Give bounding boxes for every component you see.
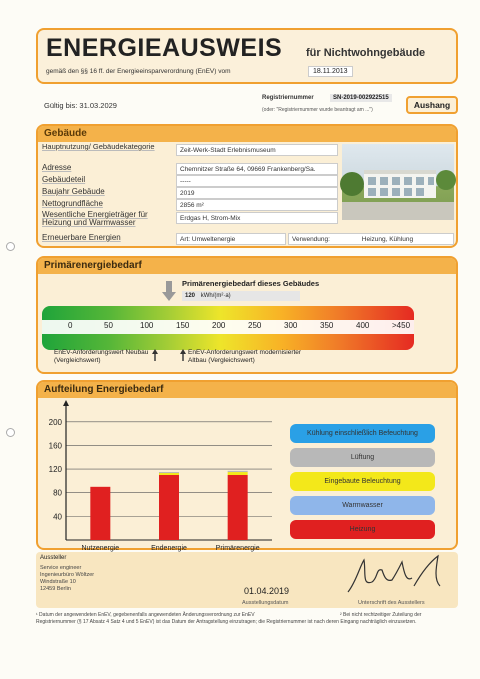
footnote-1: ¹ Datum der angewendeten EnEV, gegebenenfalls angewendeten Änderungsverordnung zur EnEV (36, 612, 255, 618)
y-tick-label: 200 (48, 417, 62, 427)
row-label-area: Nettogrundfläche (42, 199, 103, 208)
value-year: 2019 (176, 187, 338, 199)
building-section (36, 124, 458, 248)
bar-segment (228, 471, 248, 472)
value-address: Chemnitzer Straße 64, 09669 Frankenberg/Sa. (176, 163, 338, 175)
marker-label: Primärenergiebedarf dieses Gebäudes (182, 279, 320, 288)
marker-arrow-icon (162, 281, 176, 306)
issuer-line: Windstraße 10 (40, 579, 76, 585)
marker-value: 120 (185, 293, 196, 299)
regulation-text: gemäß den §§ 16 ff. der Energieeinsparverordnung (EnEV) vom (46, 68, 231, 75)
scale-tick-label: 400 (356, 321, 370, 330)
row-label-year: Baujahr Gebäude (42, 187, 105, 196)
row-label-renewables: Erneuerbare Energien (42, 233, 121, 242)
bar-segment (159, 472, 179, 473)
legend-item: Eingebaute Beleuchtung (290, 472, 435, 491)
legend-item: Heizung (290, 520, 435, 539)
usage-value: Heizung, Kühlung (361, 236, 414, 243)
distribution-section (36, 380, 458, 550)
punch-hole (6, 428, 15, 437)
punch-hole (6, 242, 15, 251)
ref-modern-label: EnEV-Anforderungswert modernisierter Altbau (Vergleichswert) (188, 349, 302, 364)
registration-note: (oder: "Registriernummer wurde beantragt am ...") (262, 107, 373, 113)
x-tick-label: Endenergie (151, 545, 187, 552)
bar-segment (90, 487, 110, 540)
building-photo (342, 144, 454, 220)
ref-modern-arrow-icon (180, 348, 186, 366)
scale-tick-label: 350 (320, 321, 334, 330)
ref-new-label: EnEV-Anforderungswert Neubau (Vergleichswert) (54, 349, 149, 364)
value-carriers: Erdgas H, Strom-Mix (176, 212, 338, 224)
x-tick-label: Primärenergie (215, 545, 260, 552)
marker-value-box (182, 291, 300, 301)
valid-until: Gültig bis: 31.03.2029 (44, 101, 117, 110)
usage-label: Verwendung: (292, 236, 330, 243)
value-renewables: Art: Umweltenergie (176, 233, 286, 245)
issuer-address (40, 565, 94, 593)
bar-segment (159, 475, 179, 540)
renewables-usage (288, 233, 454, 245)
footnote-2: Registriernummer (§ 17 Absatz 4 Satz 4 und 5 EnEV) ist das Datum der Antragstellung einzutragen; die Registriernummer ist nach deren Eingang nachträglich einzusetzen. (36, 619, 417, 625)
row-label-carriers: Wesentliche Energieträger für Heizung und Warmwasser (42, 210, 148, 227)
scale-tick-label: 0 (68, 321, 73, 330)
issue-date-label: Ausstellungsdatum (242, 600, 289, 606)
scale-tick-label: 50 (104, 321, 113, 330)
legend-item: Kühlung einschließlich Befeuchtung (290, 424, 435, 443)
registration-label: Registriernummer (262, 95, 314, 101)
primary-energy-header: Primärenergiebedarf (38, 258, 456, 274)
scale-tick-label: 100 (140, 321, 154, 330)
x-tick-label: Nutzenergie (81, 545, 120, 552)
scale-tick-label: 150 (176, 321, 190, 330)
primary-energy-section (36, 256, 458, 374)
y-tick-label: 160 (48, 441, 62, 451)
document-subtitle: für Nichtwohngebäude (306, 47, 426, 59)
issue-date: 01.04.2019 (244, 586, 290, 596)
scale-tick-label: >450 (392, 321, 411, 330)
value-part: ----- (176, 175, 338, 187)
legend-item: Warmwasser (290, 496, 435, 515)
regulation-date: 18.11.2013 (308, 66, 353, 77)
issuer-label: Aussteller (40, 555, 67, 561)
scale-tick-label: 300 (284, 321, 298, 330)
y-tick-label: 40 (53, 512, 62, 522)
y-tick-label: 80 (53, 488, 62, 498)
header-box (36, 28, 458, 84)
signature (342, 552, 452, 605)
row-label-address: Adresse (42, 163, 72, 172)
issuer-line: Service engineer (40, 565, 82, 571)
scale-tick-label: 250 (248, 321, 262, 330)
document-title: ENERGIEAUSWEIS (46, 34, 283, 62)
y-tick-label: 120 (48, 465, 62, 475)
issuer-line: 12459 Berlin (40, 586, 71, 592)
scale-tick-label: 200 (212, 321, 226, 330)
bar-segment (228, 472, 248, 475)
row-label-part: Gebäudeteil (42, 175, 86, 184)
registration-number: SN-2019-002922515 (330, 94, 392, 102)
aushang-badge: Aushang (406, 96, 458, 114)
row-label-usage: Hauptnutzung/ Gebäudekategorie (42, 142, 155, 151)
distribution-chart (38, 398, 278, 552)
value-usage: Zeit-Werk-Stadt Erlebnismuseum (176, 144, 338, 156)
marker-unit: kWh/(m²·a) (200, 293, 231, 299)
bar-segment (228, 475, 248, 540)
footnote-3: ² Bei nicht rechtzeitiger Zuteilung der (340, 612, 422, 618)
issuer-line: Ingenieurbüro Wöltzer (40, 572, 95, 578)
footer-box (36, 552, 458, 608)
legend-item: Lüftung (290, 448, 435, 467)
distribution-header: Aufteilung Energiebedarf (38, 382, 456, 398)
building-header: Gebäude (38, 126, 456, 142)
y-axis-arrow-icon (63, 400, 69, 406)
value-area: 2856 m² (176, 199, 338, 211)
signature-label: Unterschrift des Ausstellers (358, 600, 425, 606)
